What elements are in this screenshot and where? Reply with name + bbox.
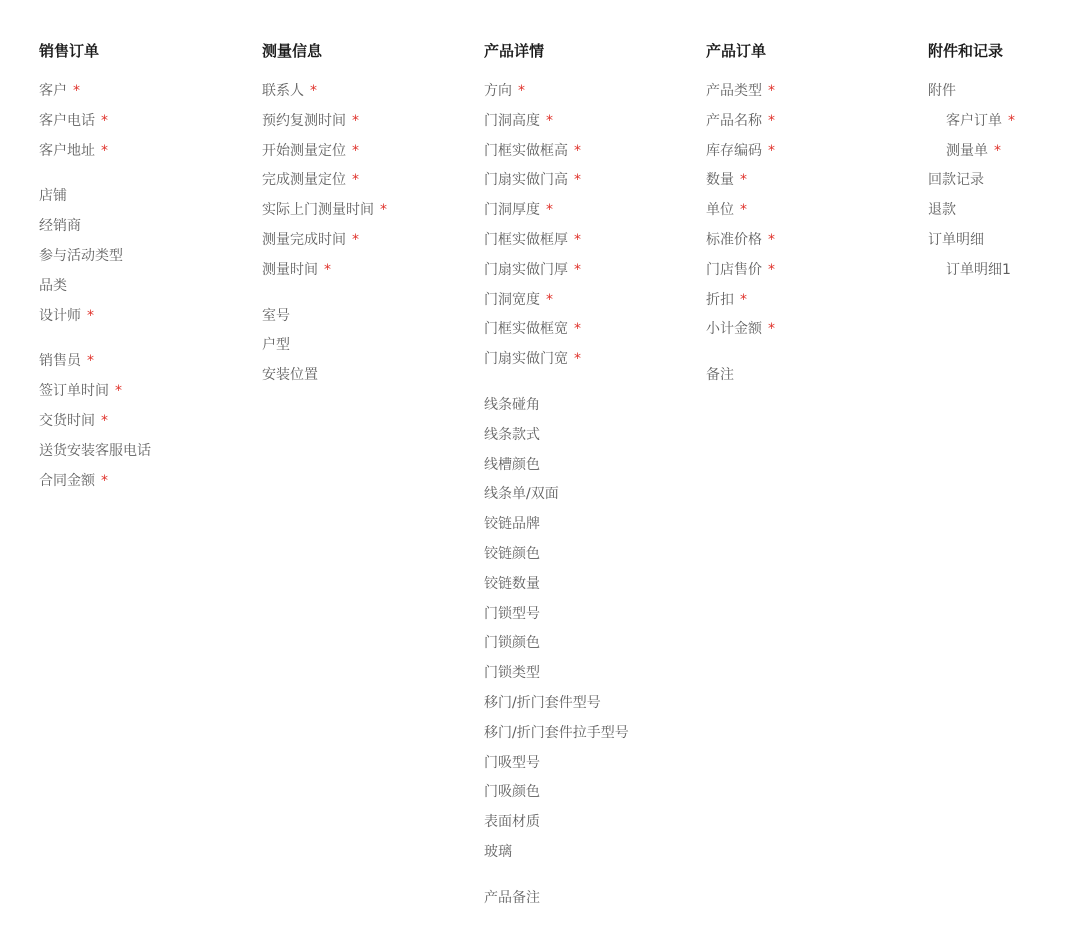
field-item[interactable] <box>484 540 629 570</box>
group-spacer <box>39 166 151 182</box>
field-item[interactable] <box>39 302 151 332</box>
field-label: 门扇实做门厚 <box>484 261 568 278</box>
field-item[interactable] <box>706 256 775 286</box>
field-item[interactable] <box>484 480 629 510</box>
field-item[interactable] <box>484 808 629 838</box>
field-item[interactable] <box>39 77 151 107</box>
field-item[interactable] <box>39 377 151 407</box>
field-item[interactable] <box>484 137 629 167</box>
field-item[interactable] <box>484 107 629 137</box>
field-label: 测量时间 <box>262 261 318 278</box>
field-label: 产品备注 <box>484 889 540 906</box>
field-item[interactable] <box>484 315 629 345</box>
field-label: 门锁型号 <box>484 605 540 622</box>
field-item[interactable] <box>39 212 151 242</box>
required-asterisk: * <box>574 351 581 368</box>
field-label: 线条单/双面 <box>484 486 559 503</box>
field-item[interactable] <box>484 659 629 689</box>
field-label: 回款记录 <box>928 172 984 189</box>
field-item[interactable] <box>484 166 629 196</box>
field-item[interactable] <box>706 77 775 107</box>
field-item[interactable] <box>928 226 1015 256</box>
required-asterisk: * <box>101 472 108 489</box>
field-item[interactable] <box>706 226 775 256</box>
field-item[interactable] <box>484 77 629 107</box>
field-label: 线条碰角 <box>484 396 540 413</box>
required-asterisk: * <box>101 112 108 129</box>
required-asterisk: * <box>1008 112 1015 129</box>
field-label: 户型 <box>262 337 290 354</box>
required-asterisk: * <box>73 83 80 99</box>
field-label: 安装位置 <box>262 367 318 384</box>
field-label: 门洞宽度 <box>484 291 540 308</box>
field-item[interactable] <box>484 689 629 719</box>
column-measurement-info <box>262 36 387 391</box>
required-asterisk: * <box>87 307 94 324</box>
field-item[interactable] <box>706 137 775 167</box>
required-asterisk: * <box>768 112 775 129</box>
field-label: 室号 <box>262 307 290 324</box>
field-label: 联系人 <box>262 83 304 99</box>
field-item[interactable] <box>928 256 1015 286</box>
required-asterisk: * <box>574 321 581 338</box>
required-asterisk: * <box>380 202 387 219</box>
field-label: 单位 <box>706 202 734 219</box>
field-item[interactable] <box>484 256 629 286</box>
field-item[interactable] <box>262 107 387 137</box>
field-label: 订单明细1 <box>946 261 1011 278</box>
field-item[interactable] <box>262 361 387 391</box>
field-item[interactable] <box>39 137 151 167</box>
group-spacer <box>484 375 629 391</box>
field-item[interactable] <box>262 166 387 196</box>
field-item[interactable] <box>262 196 387 226</box>
field-item[interactable] <box>484 391 629 421</box>
field-item[interactable] <box>484 286 629 316</box>
field-label: 铰链数量 <box>484 575 540 592</box>
field-label: 标准价格 <box>706 231 762 248</box>
field-item[interactable] <box>39 347 151 377</box>
field-label: 实际上门测量时间 <box>262 202 374 219</box>
field-item[interactable] <box>39 407 151 437</box>
required-asterisk: * <box>574 142 581 159</box>
field-label: 门洞高度 <box>484 112 540 129</box>
field-label: 设计师 <box>39 307 81 324</box>
field-item[interactable] <box>706 315 775 345</box>
field-label: 门店售价 <box>706 261 762 278</box>
field-item[interactable] <box>484 778 629 808</box>
field-label: 门扇实做门宽 <box>484 351 568 368</box>
field-item[interactable] <box>706 286 775 316</box>
field-label: 产品名称 <box>706 112 762 129</box>
field-item[interactable] <box>484 345 629 375</box>
field-label: 开始测量定位 <box>262 142 346 159</box>
field-item[interactable] <box>484 884 629 914</box>
required-asterisk: * <box>740 172 747 189</box>
field-item[interactable] <box>39 437 151 467</box>
field-label: 铰链颜色 <box>484 545 540 562</box>
field-label: 签订单时间 <box>39 383 109 400</box>
field-label: 移门/折门套件拉手型号 <box>484 724 629 741</box>
field-item[interactable] <box>484 196 629 226</box>
column-header: 销售订单 <box>39 42 100 60</box>
field-item[interactable] <box>484 570 629 600</box>
required-asterisk: * <box>87 353 94 370</box>
field-label: 门框实做框厚 <box>484 231 568 248</box>
required-asterisk: * <box>324 261 331 278</box>
field-label: 附件 <box>928 83 956 99</box>
field-label: 数量 <box>706 172 734 189</box>
field-item[interactable] <box>39 107 151 137</box>
field-label: 销售员 <box>39 353 81 370</box>
required-asterisk: * <box>352 172 359 189</box>
field-item[interactable] <box>706 196 775 226</box>
field-label: 线槽颜色 <box>484 456 540 473</box>
field-label: 客户地址 <box>39 142 95 159</box>
group-spacer <box>484 868 629 884</box>
field-item[interactable] <box>928 166 1015 196</box>
required-asterisk: * <box>740 202 747 219</box>
field-item[interactable] <box>706 166 775 196</box>
field-item[interactable] <box>484 629 629 659</box>
required-asterisk: * <box>574 172 581 189</box>
field-item[interactable] <box>39 272 151 302</box>
required-asterisk: * <box>768 261 775 278</box>
group-spacer <box>39 331 151 347</box>
field-label: 品类 <box>39 277 67 294</box>
required-asterisk: * <box>352 142 359 159</box>
field-label: 玻璃 <box>484 843 512 860</box>
field-item[interactable] <box>928 196 1015 226</box>
group-spacer <box>706 345 775 361</box>
required-asterisk: * <box>768 83 775 99</box>
field-item[interactable] <box>484 600 629 630</box>
required-asterisk: * <box>768 231 775 248</box>
column-header: 产品订单 <box>706 42 767 60</box>
required-asterisk: * <box>352 231 359 248</box>
field-label: 铰链品牌 <box>484 516 540 533</box>
field-label: 门吸颜色 <box>484 784 540 801</box>
field-label: 方向 <box>484 83 512 99</box>
field-item[interactable] <box>262 226 387 256</box>
column-header: 测量信息 <box>262 42 323 60</box>
required-asterisk: * <box>101 142 108 159</box>
field-label: 测量单 <box>946 142 988 159</box>
field-item[interactable] <box>706 107 775 137</box>
field-label: 门锁颜色 <box>484 635 540 652</box>
column-header: 附件和记录 <box>928 42 1004 60</box>
field-label: 完成测量定位 <box>262 172 346 189</box>
field-item[interactable] <box>262 256 387 286</box>
field-item[interactable] <box>484 749 629 779</box>
field-item[interactable] <box>262 302 387 332</box>
field-item[interactable] <box>39 182 151 212</box>
field-label: 客户电话 <box>39 112 95 129</box>
field-label: 经销商 <box>39 218 81 235</box>
field-item[interactable] <box>928 77 1015 107</box>
field-item[interactable] <box>484 421 629 451</box>
field-label: 产品类型 <box>706 83 762 99</box>
field-label: 门框实做框宽 <box>484 321 568 338</box>
required-asterisk: * <box>740 291 747 308</box>
required-asterisk: * <box>574 231 581 248</box>
field-label: 测量完成时间 <box>262 231 346 248</box>
column-product-details <box>484 36 629 914</box>
column-header: 产品详情 <box>484 42 545 60</box>
required-asterisk: * <box>546 202 553 219</box>
group-spacer <box>262 286 387 302</box>
field-label: 库存编码 <box>706 142 762 159</box>
required-asterisk: * <box>115 383 122 400</box>
required-asterisk: * <box>994 142 1001 159</box>
field-label: 移门/折门套件型号 <box>484 694 601 711</box>
field-label: 线条款式 <box>484 426 540 443</box>
field-item[interactable] <box>484 510 629 540</box>
required-asterisk: * <box>574 261 581 278</box>
field-label: 门框实做框高 <box>484 142 568 159</box>
field-item[interactable] <box>262 137 387 167</box>
field-item[interactable] <box>706 361 775 391</box>
column-attachments-records <box>928 36 1015 286</box>
required-asterisk: * <box>546 291 553 308</box>
field-item[interactable] <box>928 107 1015 137</box>
required-asterisk: * <box>518 83 525 99</box>
field-label: 折扣 <box>706 291 734 308</box>
field-label: 客户订单 <box>946 112 1002 129</box>
field-item[interactable] <box>262 331 387 361</box>
field-label: 参与活动类型 <box>39 247 123 264</box>
field-label: 门扇实做门高 <box>484 172 568 189</box>
field-item[interactable] <box>484 226 629 256</box>
field-label: 交货时间 <box>39 412 95 429</box>
field-item[interactable] <box>928 137 1015 167</box>
field-label: 门锁类型 <box>484 665 540 682</box>
field-item[interactable] <box>39 467 151 497</box>
field-label: 门吸型号 <box>484 754 540 771</box>
field-item[interactable] <box>484 451 629 481</box>
required-asterisk: * <box>768 321 775 338</box>
field-item[interactable] <box>484 719 629 749</box>
required-asterisk: * <box>101 412 108 429</box>
required-asterisk: * <box>768 142 775 159</box>
field-label: 表面材质 <box>484 814 540 831</box>
required-asterisk: * <box>310 83 317 99</box>
field-label: 预约复测时间 <box>262 112 346 129</box>
field-item[interactable] <box>262 77 387 107</box>
field-label: 门洞厚度 <box>484 202 540 219</box>
field-item[interactable] <box>484 838 629 868</box>
required-asterisk: * <box>546 112 553 129</box>
column-product-order <box>706 36 775 391</box>
required-asterisk: * <box>352 112 359 129</box>
field-label: 店铺 <box>39 188 67 205</box>
field-label: 合同金额 <box>39 472 95 489</box>
column-sales-order <box>39 36 151 496</box>
field-label: 订单明细 <box>928 231 984 248</box>
field-label: 退款 <box>928 202 956 219</box>
field-label: 送货安装客服电话 <box>39 442 151 459</box>
field-label: 备注 <box>706 367 734 384</box>
field-label: 小计金额 <box>706 321 762 338</box>
field-label: 客户 <box>39 83 67 99</box>
field-item[interactable] <box>39 242 151 272</box>
